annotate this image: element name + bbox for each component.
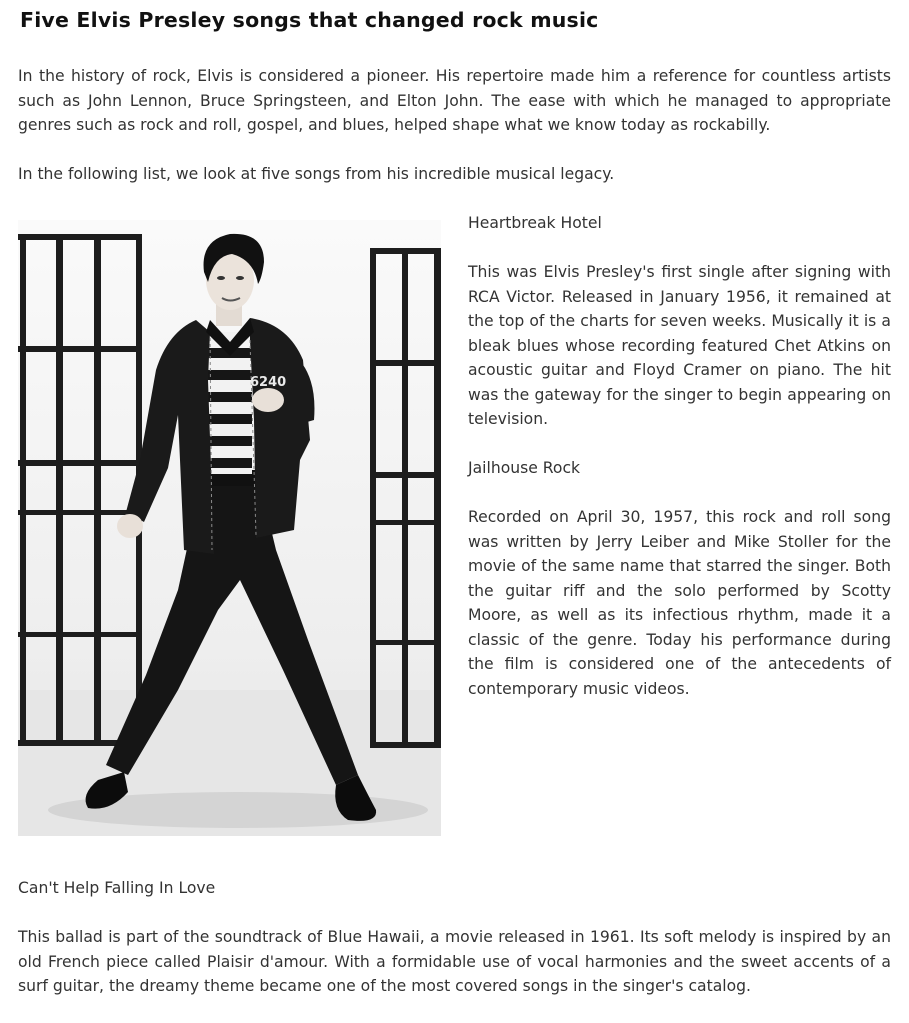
- song-text-jailhouse-rock: Recorded on April 30, 1957, this rock and roll song was written by Jerry Leiber and Mike Stoller for the movie of the same name that starred the singer. Both the guitar riff and the solo performed by Scotty Moore, as well as its infectious rhythm, made it a classic of the genre. Today his performance during the film is considered one of the antecedents of contemporary music videos.: [468, 508, 891, 698]
- intro-paragraph-list: In the following list, we look at five songs from his incredible musical legacy.: [18, 165, 615, 183]
- elvis-jailhouse-photo: [18, 220, 441, 836]
- jacket-number-label: 6240: [250, 375, 287, 390]
- bottom-section: [18, 876, 891, 1023]
- intro-paragraph: In the history of rock, Elvis is considered a pioneer. His repertoire made him a reference for countless artists such as John Lennon, Bruce Springsteen, and Elton John. The ease with which he managed to appropriate genres such as rock and roll, gospel, and blues, helped shape what we know today as rockabilly.: [18, 67, 891, 134]
- song-text-heartbreak-hotel: This was Elvis Presley's first single after signing with RCA Victor. Released in January 1956, it remained at the top of the charts for seven weeks. Musically it is a bleak blues whose recording featured Chet Atkins on acoustic guitar and Floyd Cramer on piano. The hit was the gateway for the singer to begin appearing on television.: [468, 263, 891, 428]
- song-title-heartbreak-hotel: Heartbreak Hotel: [468, 214, 602, 232]
- song-title-jailhouse-rock: Jailhouse Rock: [468, 459, 581, 477]
- article-title: Five Elvis Presley songs that changed rock music: [20, 8, 599, 32]
- right-column: [468, 211, 891, 726]
- song-text-cant-help-falling-in-love: This ballad is part of the soundtrack of Blue Hawaii, a movie released in 1961. Its soft melody is inspired by an old French piece called Plaisir d'amour. With a formidable use of vocal harmonies and the sweet accents of a surf guitar, the dreamy theme became one of the most covered songs in the singer's catalog.: [18, 928, 891, 995]
- song-title-cant-help-falling-in-love: Can't Help Falling In Love: [18, 879, 216, 897]
